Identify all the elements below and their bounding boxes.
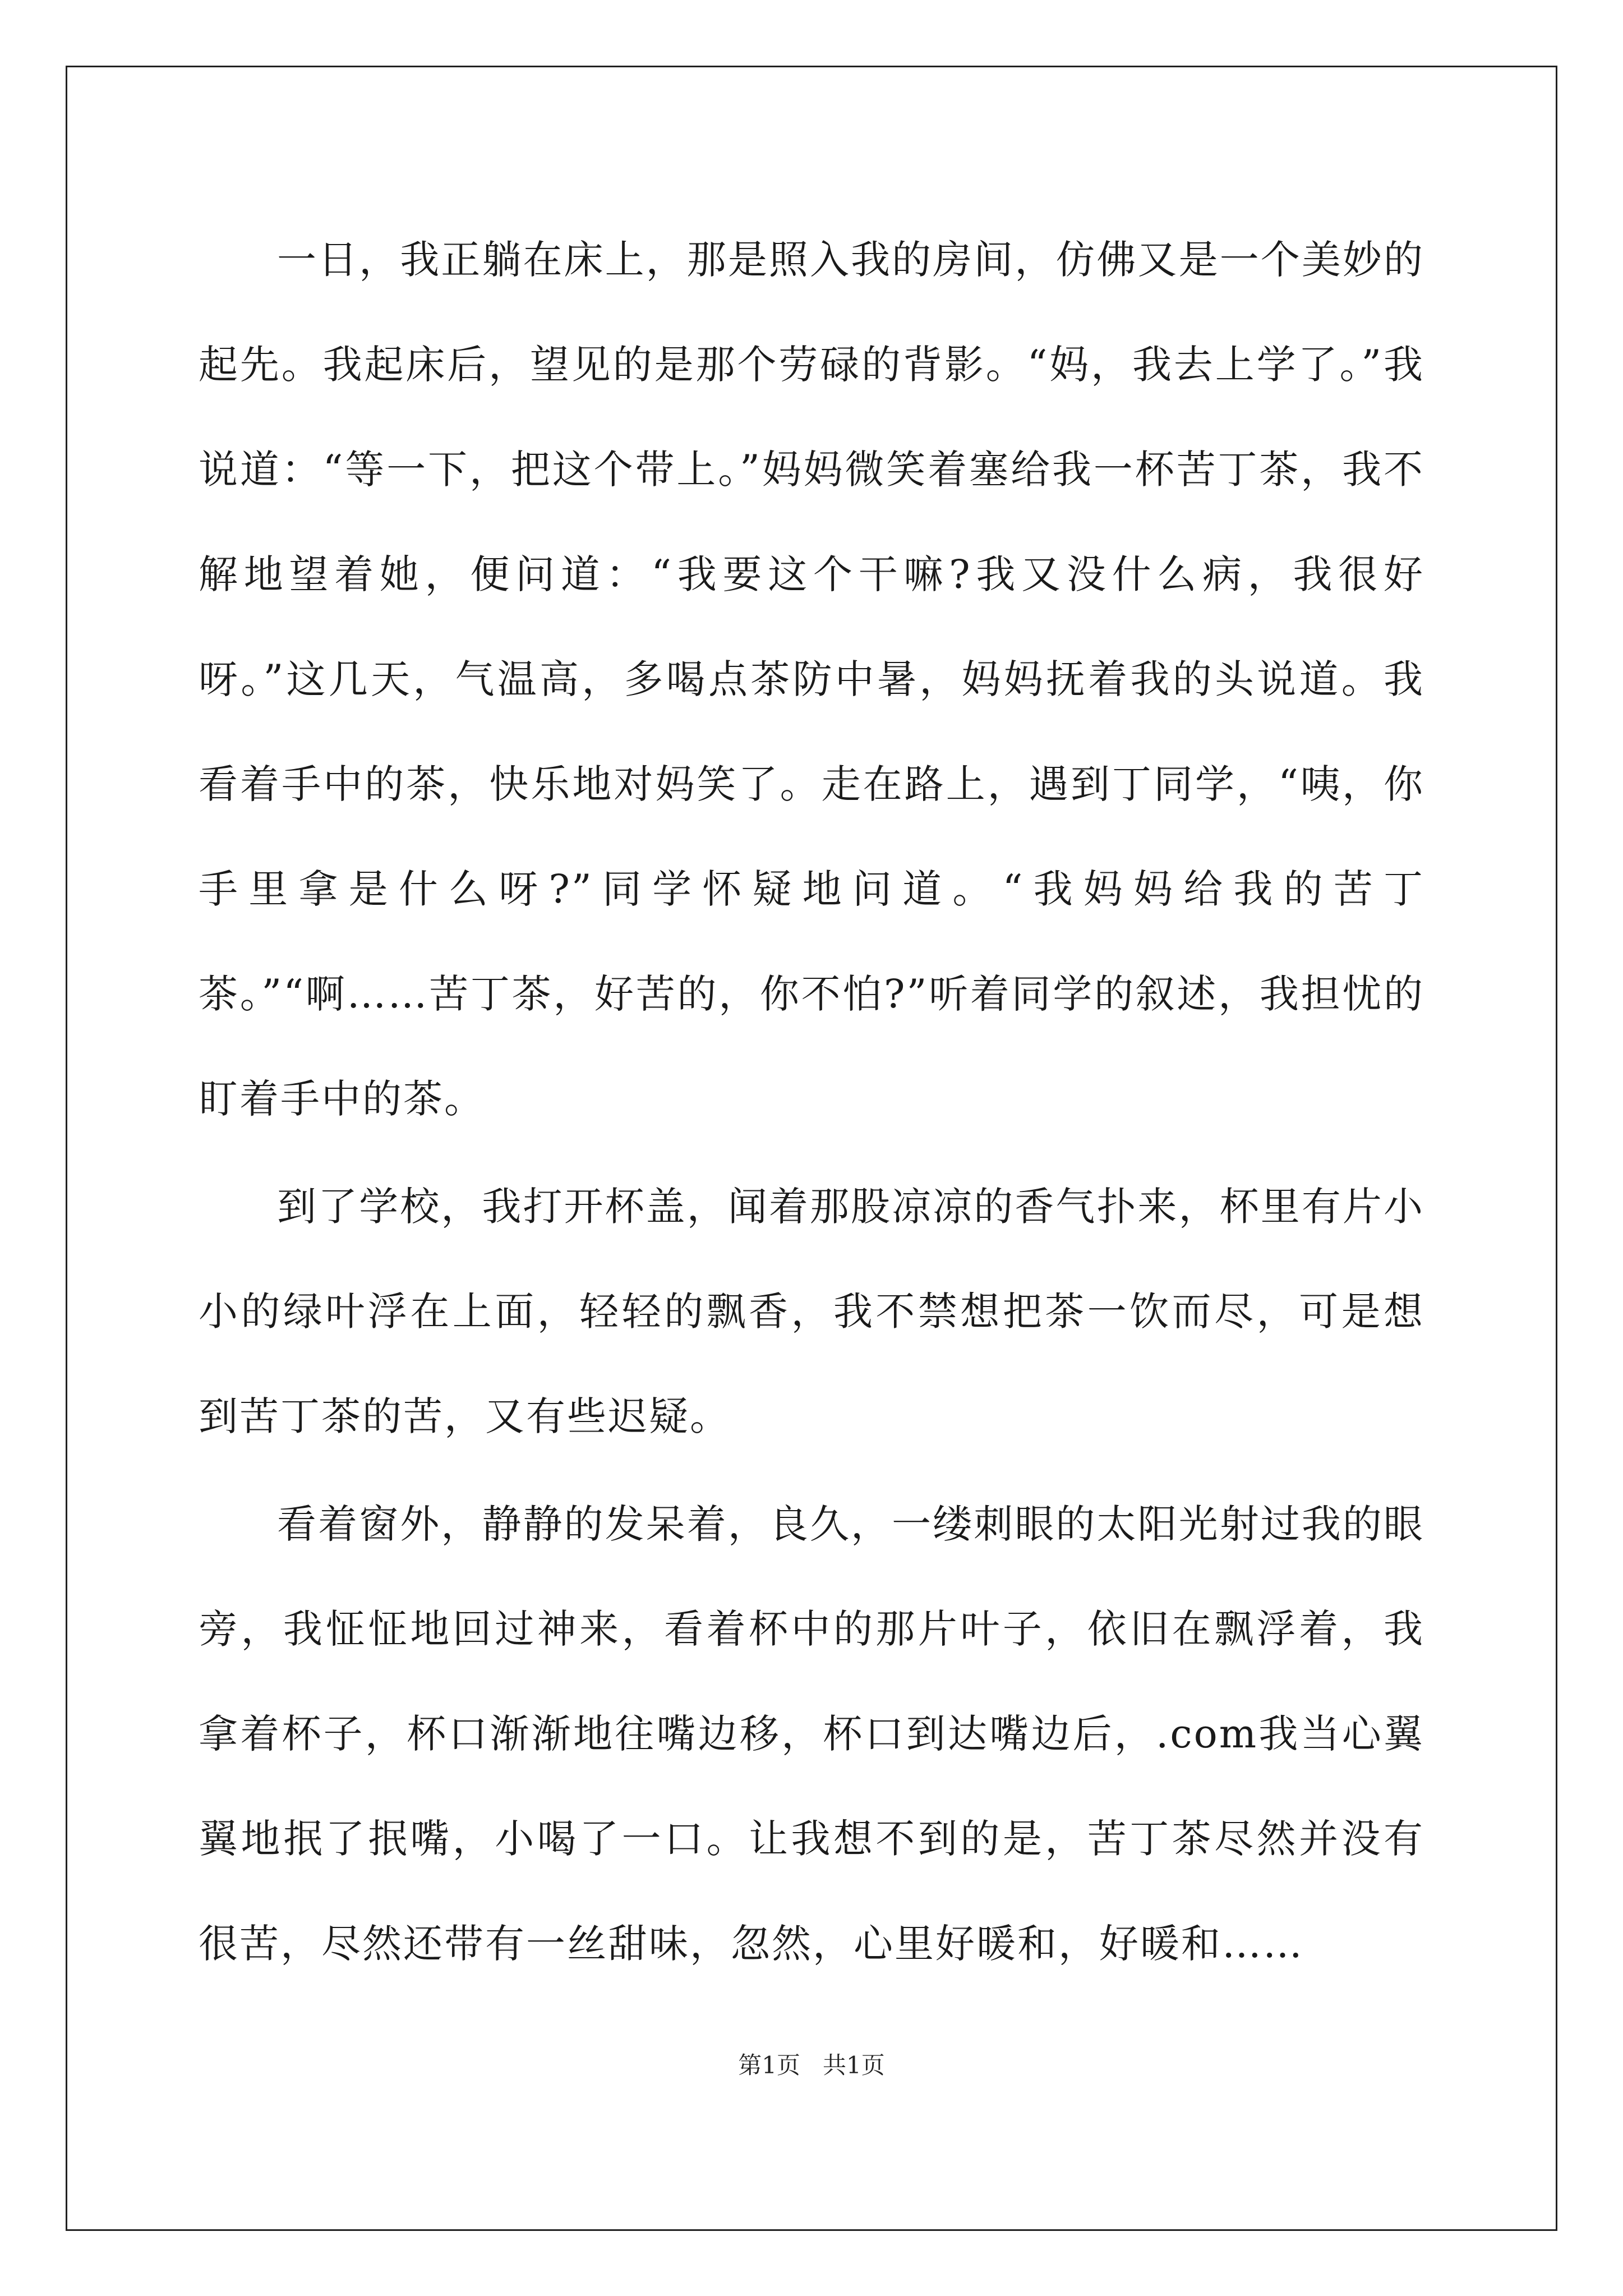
document-body bbox=[199, 208, 1424, 1999]
page-footer bbox=[0, 2049, 1623, 2082]
paragraph-3: 看着窗外，静静的发呆着，良久，一缕刺眼的太阳光射过我的眼旁，我怔怔地回过神来，看着杯中的那片叶子，依旧在飘浮着，我拿着杯子，杯口渐渐地往嘴边移，杯口到达嘴边后，.com我当心翼翼地抿了抿嘴，小喝了一口。让我想不到的是，苦丁茶尽然并没有很苦，尽然还带有一丝甜味，忽然，心里好暖和，好暖和…… bbox=[199, 1501, 1424, 1967]
paragraph-2: 到了学校，我打开杯盖，闻着那股凉凉的香气扑来，杯里有片小小的绿叶浮在上面，轻轻的飘香，我不禁想把茶一饮而尽，可是想到苦丁茶的苦，又有些迟疑。 bbox=[199, 1184, 1424, 1439]
paragraph-1: 一日，我正躺在床上，那是照入我的房间，仿佛又是一个美妙的起先。我起床后，望见的是那个劳碌的背影。“妈，我去上学了。”我说道：“等一下，把这个带上。”妈妈微笑着塞给我一杯苦丁茶，我不解地望着她，便问道：“我要这个干嘛?我又没什么病，我很好呀。”这几天，气温高，多喝点茶防中暑，妈妈抚着我的头说道。我看着手中的茶，快乐地对妈笑了。走在路上，遇到丁同学，“咦，你手里拿是什么呀?”同学怀疑地问道。“我妈妈给我的苦丁茶。”“啊……苦丁茶，好苦的，你不怕?”听着同学的叙述，我担忧的盯着手中的茶。 bbox=[199, 237, 1424, 1122]
page-number-total: 共1页 bbox=[823, 2051, 885, 2079]
page-number-current: 第1页 bbox=[738, 2051, 800, 2079]
